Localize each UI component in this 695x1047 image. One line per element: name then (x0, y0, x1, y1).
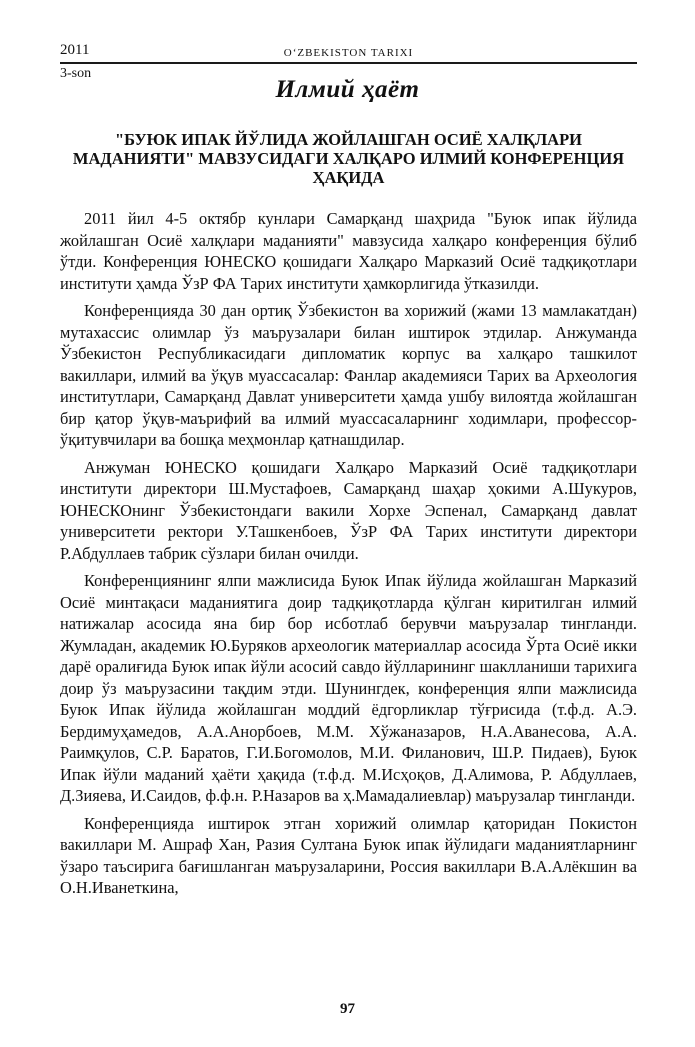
article-title: "БУЮК ИПАК ЙЎЛИДА ЖОЙЛАШГАН ОСИЁ ХАЛҚЛАРИ МАДАНИЯТИ" МАВЗУСИДАГИ ХАЛҚАРО ИЛМИЙ КОНФЕРЕНЦИЯ ҲАҚИДА (72, 130, 625, 187)
article-paragraph: Конференцияда иштирок этган хорижий олимлар қаторидан Покистон вакиллари М. Ашраф Хан, Разия Султана Буюк ипак йўлидаги маданиятларнинг ўзаро таъсирига бағишланган маърузаларини, Россия вакиллари В.А.Алёкшин ва О.Н.Иванеткина, (60, 813, 637, 897)
page-number: 97 (340, 1001, 355, 1017)
header-issue-number: 3-son (60, 66, 92, 81)
header-year: 2011 (60, 42, 90, 58)
section-title: Илмий ҳаёт (275, 76, 420, 103)
article-paragraph: Конференциянинг ялпи мажлисида Буюк Ипак йўлида жойлашган Марказий Осиё минтақаси маданиятига доир тадқиқотларда қўлган киритилган илмий натижалар асосида яна бир бор исботлаб берувчи маърузалар тингланди. Жумладан, академик Ю.Буряков археологик материаллар асосида Ўрта Осиё икки дарё оралиғида Буюк ипак йўли асосий савдо йўлларининг шаклланиши тарихига доир ўз маърузасини тақдим этди. Шунингдек, конференция ялпи мажлисида Буюк Ипак йўлида жойлашган моддий ёдгорликлар тўғрисида (т.ф.д. А.Э. Бердимуҳамедов, А.А.Анорбоев, М.М. Хўжаназаров, Н.А.Аванесова, А.А. Раимқулов, С.Р. Баратов, Г.И.Богомолов, М.И. Филанович, Ш.Р. Пидаев), Буюк Ипак йўли маданий ҳаёти ҳақида (т.ф.д. М.Исҳоқов, Д.Алимова, Р. Абдуллаев, Д.Зияева, И.Саидов, ф.ф.н. Р.Назаров ва ҳ.Мамадалиевлар) маърузалар тингланди. (60, 571, 637, 805)
article-paragraph: Анжуман ЮНЕСКО қошидаги Халқаро Марказий Осиё тадқиқотлари институти директори Ш.Мустафоев, Самарқанд шаҳар ҳокими А.Шукуров, ЮНЕСКОнинг Ўзбекистондаги вакили Хорхе Эспенал, Самарқанд давлат университети ректори У.Ташкенбоев, ЎзР ФА Тарих институти директори Р.Абдуллаев табрик сўзлари билан очилди. (60, 457, 637, 563)
article-paragraph: Конференцияда 30 дан ортиқ Ўзбекистон ва хорижий (жами 13 мамлакатдан) мутахассис олимлар ўз маърузалари билан иштирок этдилар. Анжуманда Ўзбекистон Республикасидаги дипломатик корпус ва халқаро ташкилот вакиллари, илмий ва ўқув муассасалар: Фанлар академияси Тарих ва Археология институтлари, Самарқанд Давлат университети ҳамда ушбу вилоятда жойлашган бир қатор ўқув-маърифий ва илмий муассасаларнинг ходимлари, профессор-ўқитувчилари ва бошқа меҳмонлар қатнашдилар. (60, 301, 637, 449)
header-journal-title: O‘ZBEKISTON TARIXI (283, 47, 414, 59)
running-head (60, 40, 637, 64)
article-paragraph: 2011 йил 4-5 октябр кунлари Самарқанд шаҳрида "Буюк ипак йўлида жойлашган Осиё халқлари маданияти" мавзусида халқаро конференция бўлиб ўтди. Конференция ЮНЕСКО қошидаги Халқаро Марказий Осиё тадқиқотлари институти ҳамда ЎзР ФА Тарих институти ҳамкорлигида ўтказилди. (60, 209, 637, 293)
article-body (60, 208, 637, 905)
